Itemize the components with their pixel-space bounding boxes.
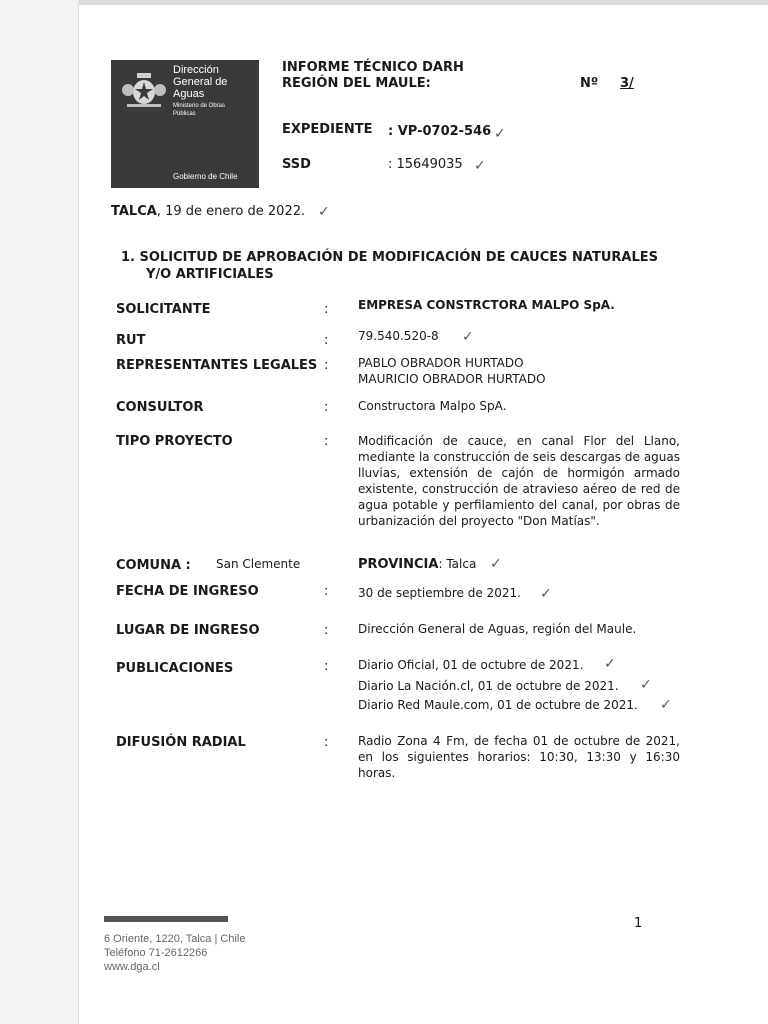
- check-mark-icon: ✓: [318, 204, 330, 220]
- rut-label: RUT: [116, 333, 146, 348]
- ssd-label: SSD: [282, 157, 311, 172]
- footer-contact: [104, 932, 245, 974]
- place-city: TALCA: [111, 204, 157, 219]
- section-heading-line-2: Y/O ARTIFICIALES: [146, 267, 274, 282]
- scan-left-margin: [0, 0, 79, 1024]
- logo-ministry-line-1: Ministerio de Obras: [173, 103, 226, 109]
- solicitante-label: SOLICITANTE: [116, 302, 211, 317]
- colon: :: [324, 333, 329, 348]
- check-mark-icon: ✓: [540, 586, 552, 602]
- colon: :: [324, 358, 329, 373]
- tipo-proyecto-label: TIPO PROYECTO: [116, 434, 233, 449]
- page-number: 1: [634, 916, 643, 931]
- publicacion-1: Diario Oficial, 01 de octubre de 2021.: [358, 658, 584, 672]
- check-mark-icon: ✓: [490, 556, 502, 572]
- colon: :: [324, 302, 329, 317]
- representante-2: MAURICIO OBRADOR HURTADO: [358, 372, 546, 386]
- colon: :: [324, 400, 329, 415]
- logo-line-1: Dirección: [173, 64, 219, 76]
- publicacion-3: Diario Red Maule.com, 01 de octubre de 2021.: [358, 698, 638, 712]
- logo-gobierno: Gobierno de Chile: [173, 172, 238, 181]
- publicaciones-label: PUBLICACIONES: [116, 661, 234, 676]
- rut-value: 79.540.520-8: [358, 329, 439, 343]
- place-date: [111, 204, 305, 219]
- solicitante-value: EMPRESA CONSTRCTORA MALPO SpA.: [358, 298, 615, 312]
- ssd-value: : 15649035: [388, 157, 463, 172]
- provincia: [358, 557, 476, 572]
- issue-date: , 19 de enero de 2022.: [156, 204, 306, 219]
- footer-web: www.dga.cl: [104, 961, 160, 973]
- report-title: INFORME TÉCNICO DARH: [282, 60, 464, 75]
- logo-ministry-line-2: Públicas: [173, 111, 196, 117]
- consultor-value: Constructora Malpo SpA.: [358, 399, 507, 413]
- colon: :: [324, 584, 329, 599]
- consultor-label: CONSULTOR: [116, 400, 204, 415]
- logo-line-2: General de: [173, 76, 228, 88]
- logo-line-3: Aguas: [173, 88, 205, 100]
- logo-text: [173, 64, 227, 100]
- logo-ministry: [173, 102, 225, 118]
- representante-1: PABLO OBRADOR HURTADO: [358, 356, 524, 370]
- fecha-ingreso-label: FECHA DE INGRESO: [116, 584, 259, 599]
- representantes-label: REPRESENTANTES LEGALES: [116, 358, 318, 373]
- footer-bar: [104, 916, 228, 922]
- colon: :: [324, 659, 329, 674]
- lugar-ingreso-value: Dirección General de Aguas, región del Maule.: [358, 622, 637, 636]
- colon: :: [324, 434, 329, 449]
- colon: :: [324, 735, 329, 750]
- footer-phone: Teléfono 71-2612266: [104, 947, 208, 959]
- expediente-value: : VP-0702-546: [388, 124, 492, 139]
- scan-top-edge: [0, 0, 768, 5]
- footer-address: 6 Oriente, 1220, Talca | Chile: [104, 933, 246, 945]
- check-mark-icon: ✓: [604, 656, 616, 672]
- difusion-radial-label: DIFUSIÓN RADIAL: [116, 735, 246, 750]
- section-heading-line-1: 1. SOLICITUD DE APROBACIÓN DE MODIFICACIÓN DE CAUCES NATURALES: [121, 250, 658, 265]
- dga-logo: [111, 60, 259, 188]
- report-region: REGIÓN DEL MAULE:: [282, 76, 431, 91]
- check-mark-icon: ✓: [640, 677, 652, 693]
- chile-coat-of-arms-icon: [119, 70, 169, 110]
- tipo-proyecto-value: Modificación de cauce, en canal Flor del Llano, mediante la construcción de seis descargas de aguas lluvias, extensión de cajón de hormigón armado existente, construcción de atravieso aéreo de red de agua potable y perfilamiento del canal, por obras de urbanización del proyecto "Don Matías".: [358, 434, 680, 528]
- check-mark-icon: ✓: [474, 158, 486, 174]
- colon: :: [324, 623, 329, 638]
- check-mark-icon: ✓: [494, 126, 506, 142]
- check-mark-icon: ✓: [660, 697, 672, 713]
- expediente-label: EXPEDIENTE: [282, 122, 373, 137]
- comuna-label: COMUNA :: [116, 558, 191, 573]
- number-value: 3/: [620, 76, 634, 91]
- difusion-radial-value: Radio Zona 4 Fm, de fecha 01 de octubre de 2021, en los siguientes horarios: 10:30, 13:30 y 16:30 horas.: [358, 734, 680, 780]
- check-mark-icon: ✓: [462, 329, 474, 345]
- publicacion-2: Diario La Nación.cl, 01 de octubre de 2021.: [358, 679, 619, 693]
- provincia-value: : Talca: [438, 557, 477, 571]
- lugar-ingreso-label: LUGAR DE INGRESO: [116, 623, 260, 638]
- comuna-value: San Clemente: [216, 557, 301, 571]
- fecha-ingreso-value: 30 de septiembre de 2021.: [358, 586, 521, 600]
- number-label: Nº: [580, 76, 599, 91]
- provincia-label: PROVINCIA: [358, 557, 439, 572]
